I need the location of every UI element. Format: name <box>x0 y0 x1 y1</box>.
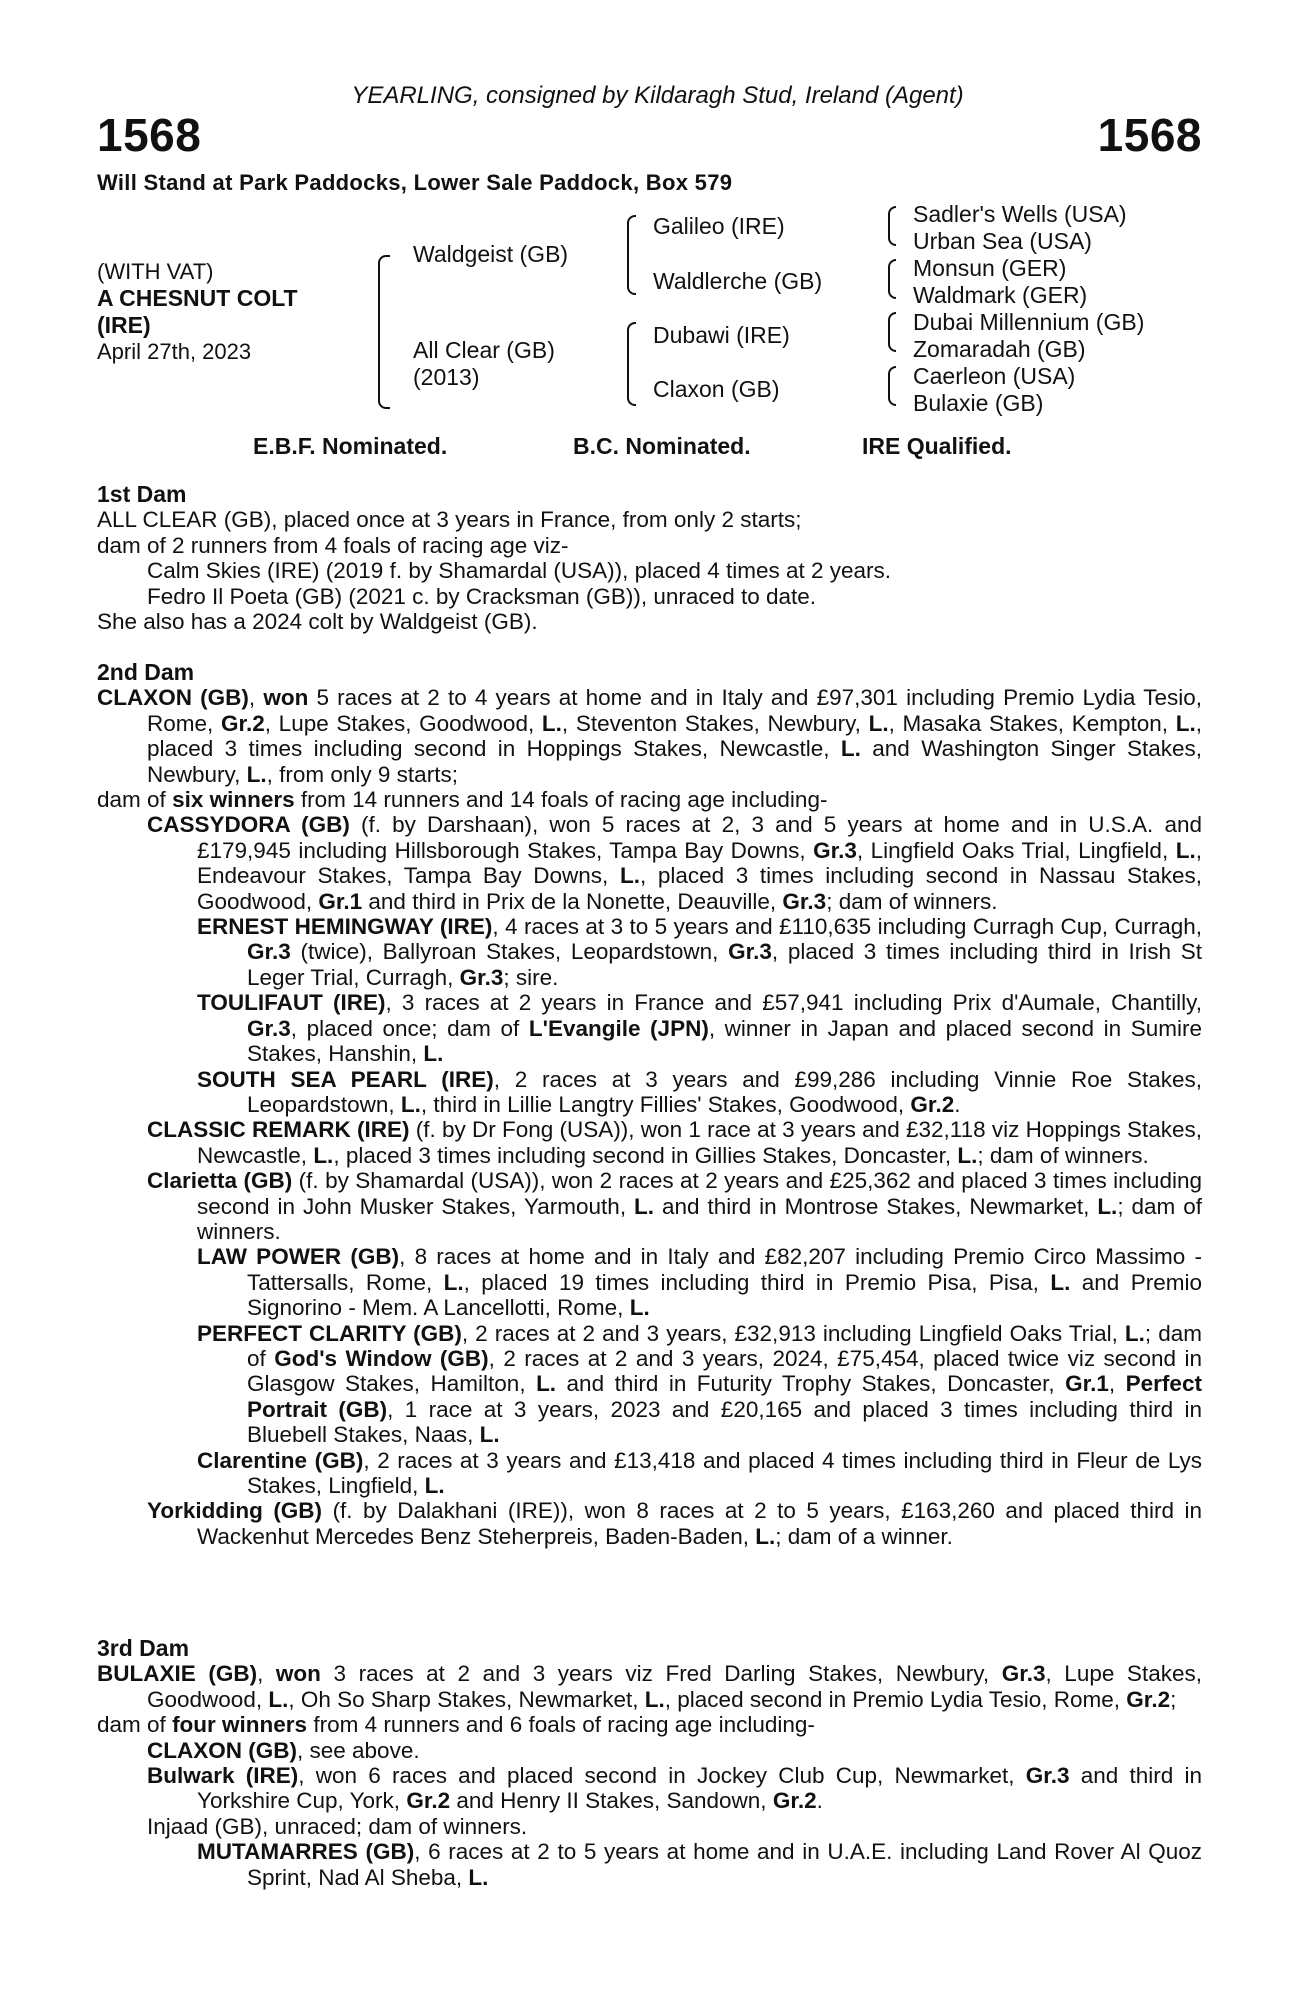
yorkidding-entry: Yorkidding (GB) (f. by Dalakhani (IRE)), won 8 races at 2 to 5 years, £163,260 and placed third in Wackenhut Mercedes Benz Steherpreis, Baden-Baden, L.; dam of a winner. <box>147 1498 1202 1549</box>
horse-name: A CHESNUT COLT <box>97 285 298 311</box>
dsd: Zomaradah (GB) <box>913 336 1086 362</box>
dam-sire: Dubawi (IRE) <box>653 322 790 348</box>
ernest-hemingway-entry: ERNEST HEMINGWAY (IRE), 4 races at 3 to 5 years and £110,635 including Curragh Cup, Curragh, Gr.3 (twice), Ballyroan Stakes, Leopardstown, Gr.3, placed 3 times including third in Irish St Leger Trial, Curragh, Gr.3; sire. <box>197 914 1202 990</box>
clarentine-entry: Clarentine (GB), 2 races at 3 years and £13,418 and placed 4 times including third in Fleur de Lys Stakes, Lingfield, L. <box>197 1447 1202 1498</box>
dds: Caerleon (USA) <box>913 363 1076 389</box>
bc-nominated: B.C. Nominated. <box>573 433 751 459</box>
third-dam-produce-summary: dam of four winners from 4 runners and 6 foals of racing age including- <box>97 1712 815 1738</box>
dss: Dubai Millennium (GB) <box>913 309 1145 335</box>
sire: Waldgeist (GB) <box>413 241 569 267</box>
ebf-nominated: E.B.F. Nominated. <box>253 433 448 459</box>
dam-dam: Claxon (GB) <box>653 376 780 402</box>
first-dam-heading: 1st Dam <box>97 481 187 507</box>
toulifaut-entry: TOULIFAUT (IRE), 3 races at 2 years in France and £57,941 including Prix d'Aumale, Chantilly, Gr.3, placed once; dam of L'Evangile (JPN), winner in Japan and placed second in Sumire Stakes, Hanshin, L. <box>197 990 1202 1067</box>
cassydora-entry: CASSYDORA (GB) (f. by Darshaan), won 5 races at 2, 3 and 5 years at home and in U.S.A. and £179,945 including Hillsborough Stakes, Tampa Bay Downs, Gr.3, Lingfield Oaks Trial, Lingfield, L., Endeavour Stakes, Tampa Bay Downs, L., placed 3 times including second in Nassau Stakes, Goodwood, Gr.1 and third in Prix de la Nonette, Deauville, Gr.3; dam of winners. <box>147 812 1203 914</box>
mutamarres-entry: MUTAMARRES (GB), 6 races at 2 to 5 years at home and in U.A.E. including Land Rover Al Quoz Sprint, Nad Al Sheba, L. <box>197 1839 1202 1890</box>
clarietta-entry: Clarietta (GB) (f. by Shamardal (USA)), won 2 races at 2 years and £25,362 and placed 3 times including second in John Musker Stakes, Yarmouth, L. and third in Montrose Stakes, Newmarket, L.; dam of winners. <box>147 1168 1202 1244</box>
bracket-ds <box>888 312 896 352</box>
lot-number-right: 1568 <box>1097 109 1202 161</box>
produce-entry: Fedro Il Poeta (GB) (2021 c. by Cracksman (GB)), unraced to date. <box>147 583 817 609</box>
bracket-sd <box>888 259 896 299</box>
claxon-ref-entry: CLAXON (GB), see above. <box>147 1737 420 1763</box>
produce-entry: Calm Skies (IRE) (2019 f. by Shamardal (USA)), placed 4 times at 2 years. <box>147 558 892 584</box>
bulwark-entry: Bulwark (IRE), won 6 races and placed second in Jockey Club Cup, Newmarket, Gr.3 and third in Yorkshire Cup, York, Gr.2 and Henry II Stakes, Sandown, Gr.2. <box>147 1763 1202 1814</box>
law-power-entry: LAW POWER (GB), 8 races at home and in Italy and £82,207 including Premio Circo Massimo - Tattersalls, Rome, L., placed 19 times including third in Premio Pisa, Pisa, L. and Premio Signorino - Mem. A Lancellotti, Rome, L. <box>197 1244 1202 1321</box>
sds: Monsun (GER) <box>913 255 1067 281</box>
bracket-dd <box>888 366 896 406</box>
sire-dam: Waldlerche (GB) <box>653 268 823 294</box>
bracket-ss <box>888 206 896 246</box>
south-sea-pearl-entry: SOUTH SEA PEARL (IRE), 2 races at 3 years and £99,286 including Vinnie Roe Stakes, Leopardstown, L., third in Lillie Langtry Fillies' Stakes, Goodwood, Gr.2. <box>197 1066 1202 1117</box>
dam-year: (2013) <box>413 364 480 390</box>
claxon-entry: CLAXON (GB), won 5 races at 2 to 4 years at home and in Italy and £97,301 including Premio Lydia Tesio, Rome, Gr.2, Lupe Stakes, Goodwood, L., Steventon Stakes, Newbury, L., Masaka Stakes, Kempton, L., placed 3 times including second in Hoppings Stakes, Newcastle, L. and Washington Singer Stakes, Newbury, L., from only 9 starts; <box>97 685 1202 787</box>
pedigree-bracket-dam <box>627 322 636 406</box>
injaad-entry: Injaad (GB), unraced; dam of winners. <box>147 1813 528 1839</box>
perfect-clarity-entry: PERFECT CLARITY (GB), 2 races at 2 and 3 years, £32,913 including Lingfield Oaks Trial, L.; dam of God's Window (GB), 2 races at 2 and 3 years, 2024, £75,454, placed twice viz second in Glasgow Stakes, Hamilton, L. and third in Futurity Trophy Stakes, Doncaster, Gr.1, Perfect Portrait (GB), 1 race at 3 years, 2023 and £20,165 and placed 3 times including third in Bluebell Stakes, Naas, L. <box>197 1320 1202 1448</box>
first-dam-record: ALL CLEAR (GB), placed once at 3 years in France, from only 2 starts; <box>97 507 802 533</box>
foaling-date: April 27th, 2023 <box>97 339 252 364</box>
sdd: Waldmark (GER) <box>913 282 1088 308</box>
lot-number-left: 1568 <box>97 109 202 161</box>
third-dam-section <box>97 1636 1202 1890</box>
first-dam-note: She also has a 2024 colt by Waldgeist (GB). <box>97 609 538 635</box>
sss: Sadler's Wells (USA) <box>913 201 1127 227</box>
pedigree-bracket-main <box>378 255 390 409</box>
sire-sire: Galileo (IRE) <box>653 213 785 239</box>
dam: All Clear (GB) <box>413 337 555 363</box>
bulaxie-entry: BULAXIE (GB), won 3 races at 2 and 3 years viz Fred Darling Stakes, Newbury, Gr.3, Lupe Stakes, Goodwood, L., Oh So Sharp Stakes, Newmarket, L., placed second in Premio Lydia Tesio, Rome, Gr.2; <box>97 1661 1202 1712</box>
third-dam-heading: 3rd Dam <box>97 1635 190 1661</box>
vat-note: (WITH VAT) <box>97 259 214 284</box>
stand-location: Will Stand at Park Paddocks, Lower Sale Paddock, Box 579 <box>97 170 733 195</box>
pedigree-bracket-sire <box>627 215 636 295</box>
ssd: Urban Sea (USA) <box>913 228 1092 254</box>
horse-origin: (IRE) <box>97 312 151 338</box>
second-dam-section <box>97 660 1202 1549</box>
classic-remark-entry: CLASSIC REMARK (IRE) (f. by Dr Fong (USA)), won 1 race at 3 years and £32,118 viz Hoppings Stakes, Newcastle, L., placed 3 times including second in Gillies Stakes, Doncaster, L.; dam of winners. <box>147 1117 1202 1168</box>
first-dam-section <box>97 482 1202 634</box>
first-dam-produce-summary: dam of 2 runners from 4 foals of racing age viz- <box>97 532 569 558</box>
second-dam-heading: 2nd Dam <box>97 659 195 685</box>
consignor-line: YEARLING, consigned by Kildaragh Stud, Ireland (Agent) <box>351 82 964 109</box>
ddd: Bulaxie (GB) <box>913 390 1044 416</box>
ire-qualified: IRE Qualified. <box>862 433 1012 459</box>
second-dam-produce-summary: dam of six winners from 14 runners and 14 foals of racing age including- <box>97 787 828 813</box>
